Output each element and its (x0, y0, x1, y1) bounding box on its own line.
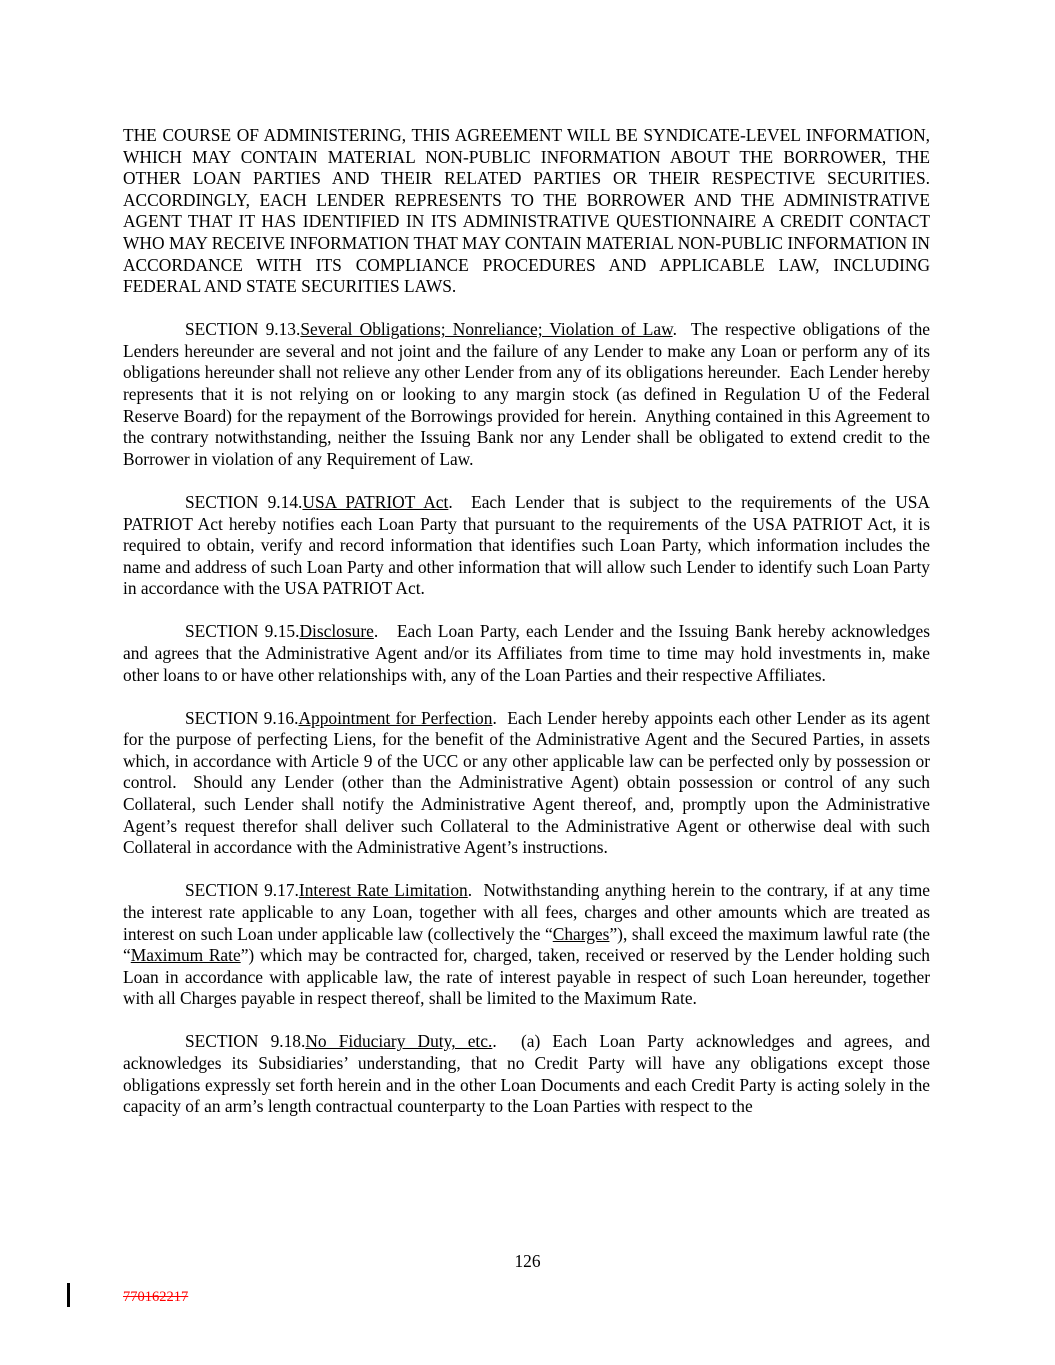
section-9-14-title: USA PATRIOT Act (302, 491, 449, 512)
revision-change-bar (67, 1283, 70, 1307)
section-9-13-paragraph (123, 319, 935, 470)
section-9-13-title: Several Obligations; Nonreliance; Violation of Law (300, 319, 673, 340)
section-9-17-label: SECTION 9.17. (185, 880, 299, 901)
section-9-17-body-part-2: ”), shall exceed the maximum lawful rate (the “ (123, 923, 935, 966)
section-9-18-title: No Fiduciary Duty, etc. (305, 1031, 493, 1052)
section-9-18-label: SECTION 9.18. (185, 1031, 306, 1052)
section-9-13-body: . The respective obligations of the Lenders hereunder are several and not joint and the failure of any Lender to make any Loan or perform any of its obligations hereunder shall not relieve any other Lender from any of its obligations hereunder. Each Lender hereby represents that it is not relying on or looking to any margin stock (as defined in Regulation U of the Federal Reserve Board) for the repayment of the Borrowings provided for herein. Anything contained in this Agreement to the contrary notwithstanding, neither the Issuing Bank nor any Lender shall be obligated to extend credit to the Borrower in violation of any Requirement of Law. (123, 319, 935, 469)
section-9-14-paragraph (123, 491, 935, 600)
section-9-17-body-part-3: ”) which may be contracted for, charged, taken, received or reserved by the Lender holding such Loan in accordance with applicable law, the rate of interest payable in respect of such Loan hereunder, together with all Charges payable in respect thereof, shall be limited to the Maximum Rate. (123, 945, 935, 1009)
section-9-15-label: SECTION 9.15. (185, 621, 300, 642)
section-9-17-title: Interest Rate Limitation (298, 880, 468, 901)
section-9-15-title: Disclosure (299, 621, 374, 642)
section-9-16-title: Appointment for Perfection (298, 707, 493, 728)
section-9-16-paragraph (123, 707, 935, 859)
doc-id-strikethrough: 770162217 (123, 1289, 189, 1305)
page-number: 126 (514, 1251, 541, 1271)
defined-term-maximum-rate: Maximum Rate (130, 945, 241, 966)
section-9-17-paragraph (123, 880, 935, 1010)
section-9-18-body: . (a) Each Loan Party acknowledges and agrees, and acknowledges its Subsidiaries’ understanding, that no Credit Party will have any obligations except those obligations expressly set forth herein and in the other Loan Documents and each Credit Party is acting solely in the capacity of an arm’s length contractual counterparty to the Loan Parties with respect to the (123, 1031, 935, 1117)
section-9-16-label: SECTION 9.16. (185, 707, 299, 728)
section-9-15-body: . Each Loan Party, each Lender and the Issuing Bank hereby acknowledges and agrees that the Administrative Agent and/or its Affiliates from time to time may hold investments in, make other loans to or have other relationships with, any of the Loan Parties and their respective Affiliates. (123, 621, 935, 685)
page-content (123, 125, 939, 1118)
section-9-13-label: SECTION 9.13. (185, 319, 301, 340)
defined-term-charges: Charges (552, 923, 610, 944)
section-9-17-body-part-1: . Notwithstanding anything herein to the contrary, if at any time the interest rate applicable to any Loan, together with all fees, charges and other amounts which are treated as interest on such Loan under applicable law (collectively the “ (123, 880, 935, 944)
section-9-14-label: SECTION 9.14. (185, 491, 303, 512)
section-9-16-body: . Each Lender hereby appoints each other Lender as its agent for the purpose of perfecting Liens, for the benefit of the Administrative Agent and the Secured Parties, in assets which, in accordance with Article 9 of the UCC or any other applicable law can be perfected only by possession or control. Should any Lender (other than the Administrative Agent) obtain possession or control of any such Collateral, such Lender shall notify the Administrative Agent thereof, and, promptly upon the Administrative Agent’s request therefor shall deliver such Collateral to the Administrative Agent or otherwise deal with such Collateral in accordance with the Administrative Agent’s instructions. (123, 707, 935, 858)
continuation-paragraph: THE COURSE OF ADMINISTERING, THIS AGREEMENT WILL BE SYNDICATE-LEVEL INFORMATION, WHICH MAY CONTAIN MATERIAL NON-PUBLIC INFORMATION ABOUT THE BORROWER, THE OTHER LOAN PARTIES AND THEIR RELATED PARTIES OR THEIR RESPECTIVE SECURITIES. ACCORDINGLY, EACH LENDER REPRESENTS TO THE BORROWER AND THE ADMINISTRATIVE AGENT THAT IT HAS IDENTIFIED IN ITS ADMINISTRATIVE QUESTIONNAIRE A CREDIT CONTACT WHO MAY RECEIVE INFORMATION THAT MAY CONTAIN MATERIAL NON-PUBLIC INFORMATION IN ACCORDANCE WITH ITS COMPLIANCE PROCEDURES AND APPLICABLE LAW, INCLUDING FEDERAL AND STATE SECURITIES LAWS. (123, 125, 939, 297)
section-9-15-paragraph (123, 621, 935, 686)
section-9-18-paragraph (123, 1031, 935, 1117)
section-9-14-body: . Each Lender that is subject to the requirements of the USA PATRIOT Act hereby notifies each Loan Party that pursuant to the requirements of the USA PATRIOT Act, it is required to obtain, verify and record information that identifies such Loan Party, which information includes the name and address of such Loan Party and other information that will allow such Lender to identify such Loan Party in accordance with the USA PATRIOT Act. (123, 491, 935, 599)
